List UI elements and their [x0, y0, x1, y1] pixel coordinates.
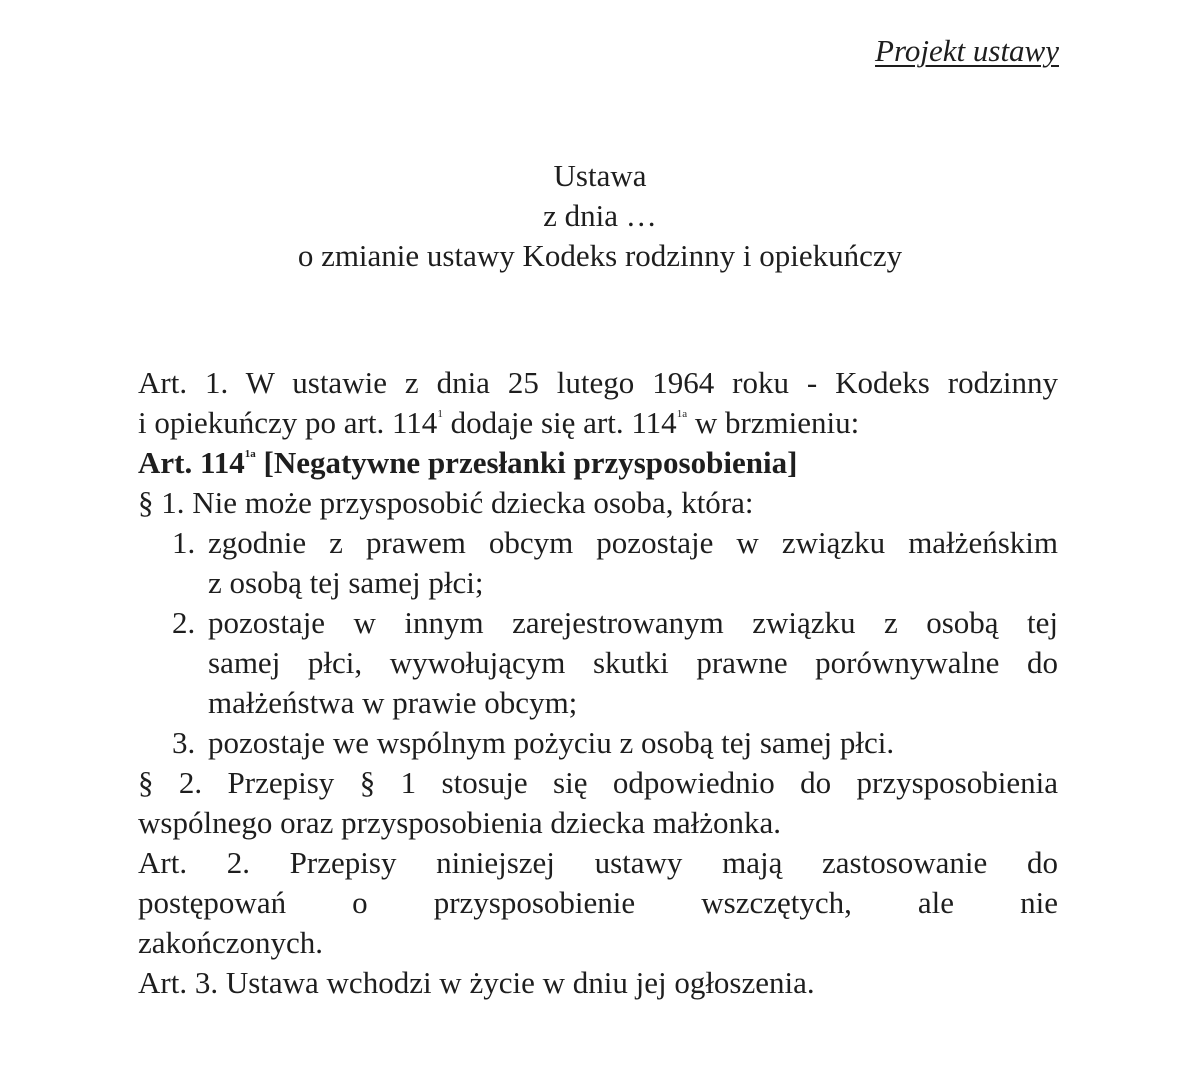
list-item-line: samej płci, wywołującym skutki prawne porównywalne do [208, 645, 1058, 680]
paragraph-2-line-2: wspólnego oraz przysposobienia dziecka małżonka. [138, 805, 782, 840]
new-article-heading: Art. $114^{1a}$ [Negatywne przesłanki przysposobienia] [138, 445, 798, 480]
list-item [138, 523, 1058, 603]
superscript: 1a [244, 448, 256, 460]
title-line-2: z dnia … [543, 198, 657, 233]
art2-line-1: Art. 2. Przepisy niniejszej ustawy mają zastosowanie do [138, 845, 1058, 880]
list-item-line: pozostaje w innym zarejestrowanym związku z osobą tej [208, 605, 1058, 640]
art1-line-1: Art. 1. W ustawie z dnia 25 lutego 1964 roku - Kodeks rodzinny [138, 365, 1058, 400]
list-item [138, 723, 1058, 763]
list-item-line: zgodnie z prawem obcym pozostaje w związku małżeńskim [208, 525, 1058, 560]
list-item-number: 2. [172, 605, 196, 640]
list-item [138, 603, 1058, 723]
superscript: 1a [676, 408, 688, 420]
list-item-number: 1. [172, 525, 196, 560]
art2-line-2: postępowań o przysposobienie wszczętych, ale nie [138, 885, 1058, 920]
list-item-line: pozostaje we wspólnym pożyciu z osobą tej samej płci. [208, 725, 895, 760]
superscript: 1 [437, 408, 443, 420]
art2-line-3: zakończonych. [138, 925, 324, 960]
list-item-line: z osobą tej samej płci; [208, 565, 484, 600]
document-body [138, 363, 1058, 1003]
list-item-line: małżeństwa w prawie obcym; [208, 685, 578, 720]
paragraph-2-line-1: § 2. Przepisy § 1 stosuje się odpowiednio do przysposobienia [138, 765, 1058, 800]
list-item-number: 3. [172, 725, 196, 760]
paragraph-1-intro: § 1. Nie może przysposobić dziecka osoba, która: [138, 485, 754, 520]
title-line-3: o zmianie ustawy Kodeks rodzinny i opiekuńczy [297, 238, 903, 273]
art3-line-1: Art. 3. Ustawa wchodzi w życie w dniu jej ogłoszenia. [138, 965, 815, 1000]
project-label: Projekt ustawy [875, 33, 1059, 68]
art1-line-2: i opiekuńczy po art. $114^1$ dodaje się art. $114^{1a}$ w brzmieniu: [138, 405, 860, 440]
title-line-1: Ustawa [553, 158, 647, 193]
document-title [0, 156, 1200, 276]
